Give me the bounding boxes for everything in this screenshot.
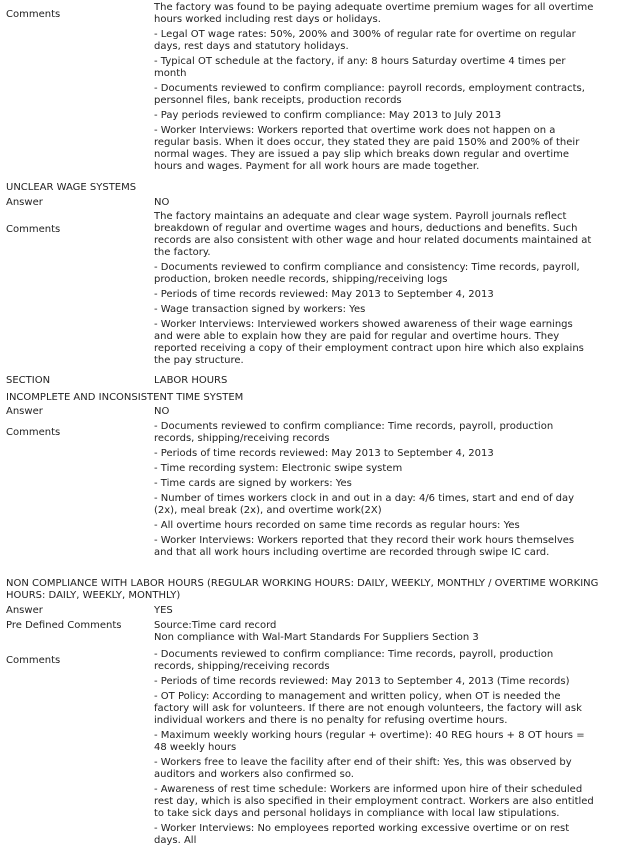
comment-line: - Workers free to leave the facility after end of their shift: Yes, this was observed by auditors and workers also confirmed so. [154,757,572,780]
comment-line: - Time recording system: Electronic swipe system [154,463,403,474]
comment-line: - Pay periods reviewed to confirm compliance: May 2013 to July 2013 [154,110,502,121]
comment-line: - OT Policy: According to management and written policy, when OT is needed the factory will ask for volunteers. If there are not enough volunteers, the factory will ask individual workers and there is no penalty for refusing overtime hours. [154,691,582,726]
comment-line: - Worker Interviews: Interviewed workers showed awareness of their wage earnings and were able to explain how they are paid for regular and overtime hours. They reported receiving a copy of their employment contract upon hire which also explains the pay structure. [154,319,584,366]
answer-value: NO [154,406,170,417]
comment-line: - Worker Interviews: No employees reported working excessive overtime or on rest days. All [154,823,570,846]
overtime-comments [154,2,594,176]
predefined-comments-label: Pre Defined Comments [6,620,122,631]
comment-line: - Documents reviewed to confirm compliance: Time records, payroll, production records, shipping/receiving records [154,649,554,672]
answer-label: Answer [6,197,43,208]
comment-line: - Number of times workers clock in and out in a day: 4/6 times, start and end of day (2x), meal break (2x), and overtime work(2X) [154,493,575,516]
predefined-line: Non compliance with Wal-Mart Standards For Suppliers Section 3 [154,632,479,643]
comments-label: Comments [6,427,61,438]
wage-comments [154,211,594,370]
labor-hours-comments [154,649,594,850]
comment-line: The factory maintains an adequate and clear wage system. Payroll journals reflect breakdown of regular and overtime wages and hours, deductions and benefits. Such records are also consistent with other wage and hour related documents maintained at the factory. [154,211,592,258]
predefined-line: Source:Time card record [154,620,277,631]
comment-line: - Typical OT schedule at the factory, if any: 8 hours Saturday overtime 4 times per month [154,56,566,79]
question-title: UNCLEAR WAGE SYSTEMS [6,182,137,193]
answer-value: YES [154,605,173,616]
comment-line: - Documents reviewed to confirm compliance and consistency: Time records, payroll, production, broken needle records, shipping/receiving logs [154,262,580,285]
comment-line: - Awareness of rest time schedule: Workers are informed upon hire of their scheduled rest day, which is also specified in their employment contract. Workers are also entitled to take sick days and personal holidays in compliance with local law stipulations. [154,784,594,819]
predefined-comments [154,620,594,644]
comment-line: - Time cards are signed by workers: Yes [154,478,352,489]
answer-label: Answer [6,406,43,417]
comment-line: - Periods of time records reviewed: May 2013 to September 4, 2013 [154,448,494,459]
comments-label: Comments [6,655,61,666]
answer-value: NO [154,197,170,208]
answer-label: Answer [6,605,43,616]
section-label: SECTION [6,375,51,386]
section-value: LABOR HOURS [154,375,228,386]
comments-label: Comments [6,224,61,235]
comment-line: - Periods of time records reviewed: May 2013 to September 4, 2013 [154,289,494,300]
question-title: NON COMPLIANCE WITH LABOR HOURS (REGULAR WORKING HOURS: DAILY, WEEKLY, MONTHLY / OVERTIME WORKING HOURS: DAILY, WEEKLY, MONTHLY) [6,578,599,601]
comment-line: - Maximum weekly working hours (regular + overtime): 40 REG hours + 8 OT hours = 48 weekly hours [154,730,585,753]
comment-line: - Documents reviewed to confirm compliance: Time records, payroll, production records, shipping/receiving records [154,421,554,444]
comments-label: Comments [6,9,61,20]
question-title: INCOMPLETE AND INCONSISTENT TIME SYSTEM [6,392,244,403]
comment-line: - Wage transaction signed by workers: Yes [154,304,366,315]
comment-line: The factory was found to be paying adequate overtime premium wages for all overtime hours worked including rest days or holidays. [154,2,594,25]
comment-line: - Worker Interviews: Workers reported that they record their work hours themselves and that all work hours including overtime are recorded through swipe IC card. [154,535,575,558]
comment-line: - Documents reviewed to confirm compliance: payroll records, employment contracts, personnel files, bank receipts, production records [154,83,585,106]
time-system-comments [154,421,594,562]
comment-line: - Periods of time records reviewed: May 2013 to September 4, 2013 (Time records) [154,676,570,687]
comment-line: - Worker Interviews: Workers reported that overtime work does not happen on a regular basis. When it does occur, they stated they are paid 150% and 200% of their normal wages. They are issued a pay slip which breaks down regular and overtime hours and wages. Payment for all work hours are made together. [154,125,580,172]
comment-line: - Legal OT wage rates: 50%, 200% and 300% of regular rate for overtime on regular days, rest days and statutory holidays. [154,29,576,52]
comment-line: - All overtime hours recorded on same time records as regular hours: Yes [154,520,520,531]
